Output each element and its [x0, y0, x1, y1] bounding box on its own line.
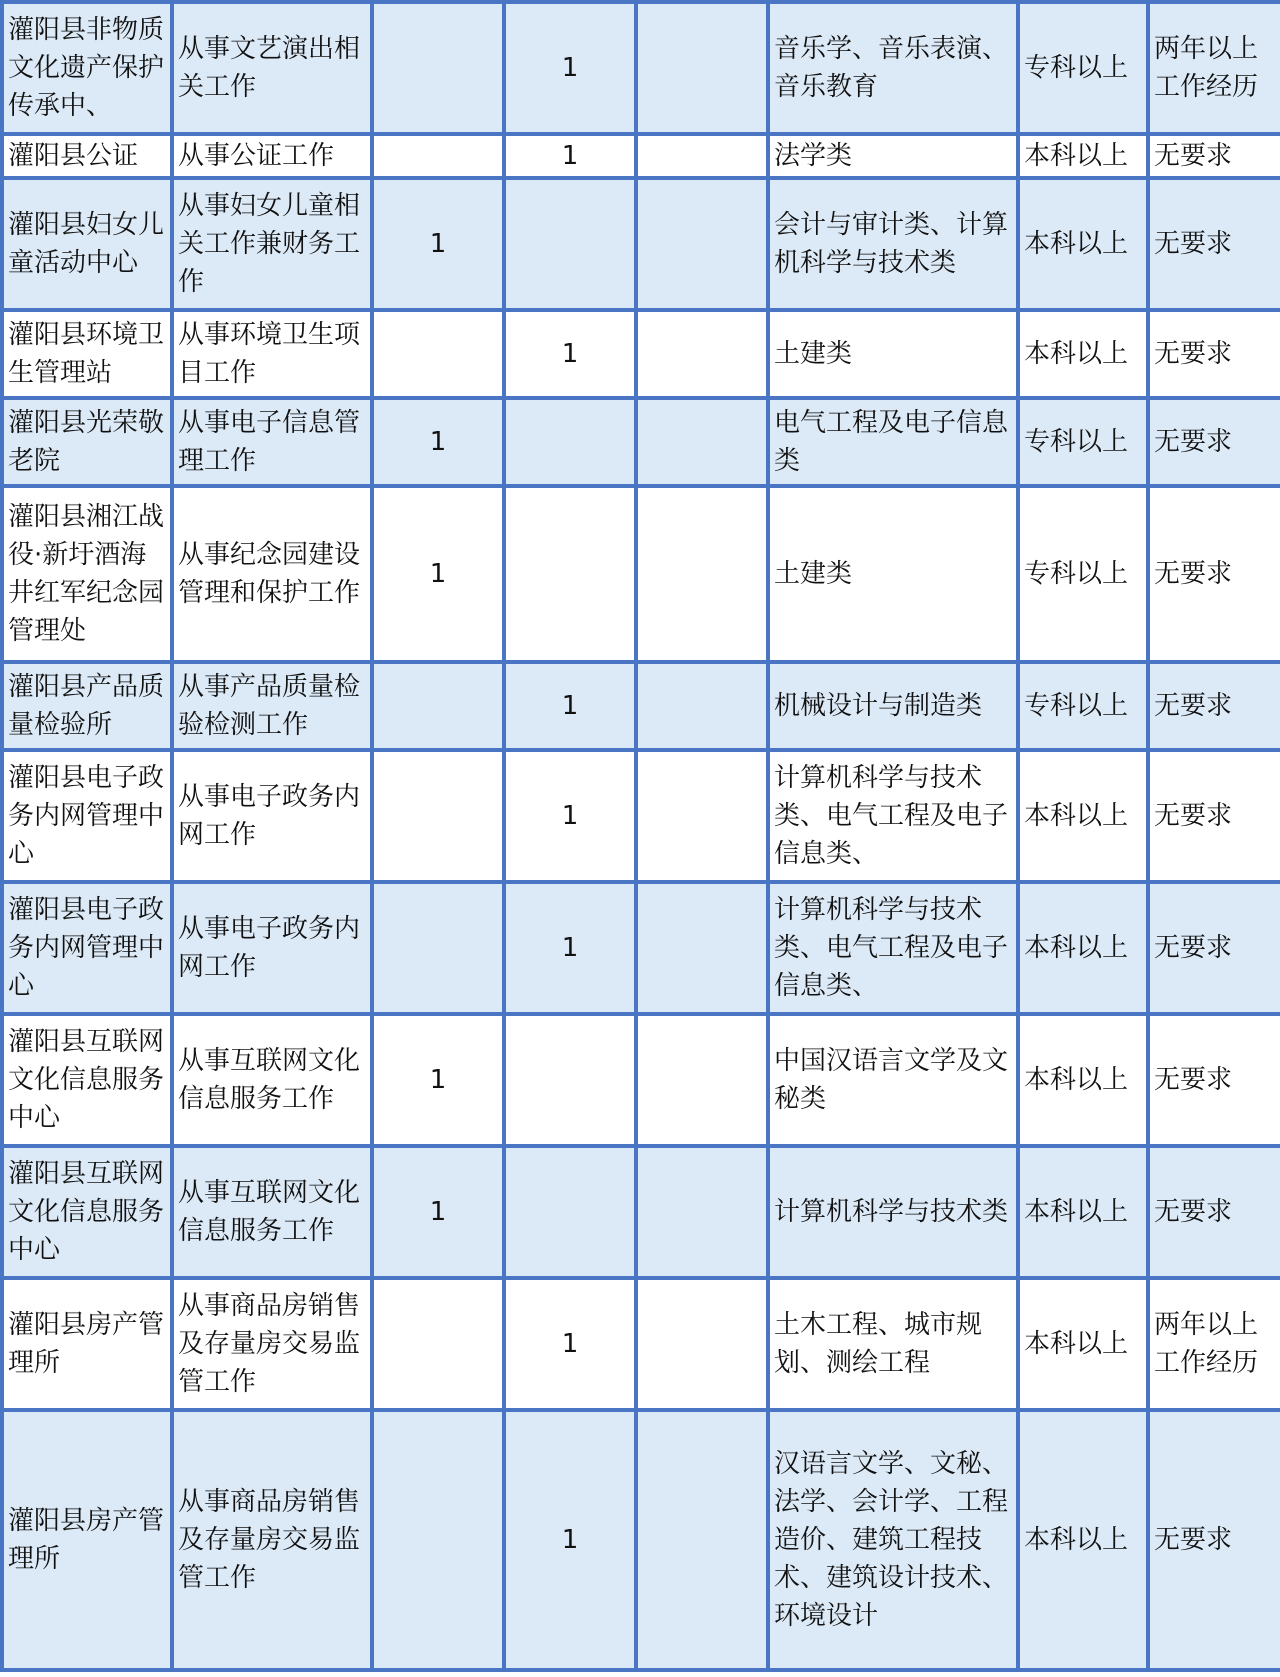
- unit-cell: 灌阳县互联网文化信息服务中心: [2, 1014, 172, 1146]
- major-cell: 土木工程、城市规划、测绘工程: [768, 1278, 1018, 1410]
- table-row: [2, 134, 1280, 178]
- quota-cell-2: [504, 1014, 636, 1146]
- duty-cell: 从事商品房销售及存量房交易监管工作: [172, 1278, 372, 1410]
- major-cell: 汉语言文学、文秘、法学、会计学、工程造价、建筑工程技术、建筑设计技术、环境设计: [768, 1410, 1018, 1670]
- major-cell: 计算机科学与技术类: [768, 1146, 1018, 1278]
- quota-cell-1: [372, 2, 504, 134]
- education-cell: 本科以上: [1018, 134, 1148, 178]
- quota-cell-3: [636, 1278, 768, 1410]
- quota-cell-3: [636, 134, 768, 178]
- duty-cell: 从事妇女儿童相关工作兼财务工作: [172, 178, 372, 310]
- quota-cell-1: 1: [372, 398, 504, 486]
- quota-cell-3: [636, 2, 768, 134]
- table-row: [2, 398, 1280, 486]
- unit-cell: 灌阳县电子政务内网管理中心: [2, 882, 172, 1014]
- quota-cell-1: [372, 134, 504, 178]
- experience-cell: 两年以上工作经历: [1148, 1278, 1280, 1410]
- quota-cell-3: [636, 486, 768, 662]
- education-cell: 专科以上: [1018, 398, 1148, 486]
- experience-cell: 无要求: [1148, 882, 1280, 1014]
- quota-cell-1: 1: [372, 178, 504, 310]
- quota-cell-2: 1: [504, 310, 636, 398]
- experience-cell: 无要求: [1148, 662, 1280, 750]
- quota-cell-2: [504, 398, 636, 486]
- table-row: [2, 310, 1280, 398]
- quota-cell-3: [636, 310, 768, 398]
- unit-cell: 灌阳县互联网文化信息服务中心: [2, 1146, 172, 1278]
- quota-cell-3: [636, 662, 768, 750]
- quota-cell-2: 1: [504, 134, 636, 178]
- major-cell: 计算机科学与技术类、电气工程及电子信息类、: [768, 882, 1018, 1014]
- duty-cell: 从事电子政务内网工作: [172, 882, 372, 1014]
- unit-cell: 灌阳县产品质量检验所: [2, 662, 172, 750]
- experience-cell: 无要求: [1148, 134, 1280, 178]
- quota-cell-1: 1: [372, 1146, 504, 1278]
- quota-cell-1: [372, 882, 504, 1014]
- quota-cell-1: [372, 1278, 504, 1410]
- quota-cell-2: 1: [504, 882, 636, 1014]
- major-cell: 土建类: [768, 310, 1018, 398]
- education-cell: 本科以上: [1018, 882, 1148, 1014]
- quota-cell-2: 1: [504, 750, 636, 882]
- education-cell: 本科以上: [1018, 750, 1148, 882]
- quota-cell-1: 1: [372, 486, 504, 662]
- experience-cell: 无要求: [1148, 1146, 1280, 1278]
- table-row: [2, 882, 1280, 1014]
- education-cell: 本科以上: [1018, 310, 1148, 398]
- quota-cell-1: [372, 1410, 504, 1670]
- quota-cell-2: 1: [504, 1410, 636, 1670]
- education-cell: 专科以上: [1018, 662, 1148, 750]
- unit-cell: 灌阳县房产管理所: [2, 1410, 172, 1670]
- quota-cell-1: 1: [372, 1014, 504, 1146]
- unit-cell: 灌阳县环境卫生管理站: [2, 310, 172, 398]
- quota-cell-2: 1: [504, 2, 636, 134]
- table-row: [2, 486, 1280, 662]
- experience-cell: 两年以上工作经历: [1148, 2, 1280, 134]
- quota-cell-3: [636, 882, 768, 1014]
- major-cell: 会计与审计类、计算机科学与技术类: [768, 178, 1018, 310]
- quota-cell-3: [636, 398, 768, 486]
- education-cell: 本科以上: [1018, 1014, 1148, 1146]
- duty-cell: 从事电子政务内网工作: [172, 750, 372, 882]
- duty-cell: 从事电子信息管理工作: [172, 398, 372, 486]
- duty-cell: 从事公证工作: [172, 134, 372, 178]
- unit-cell: 灌阳县电子政务内网管理中心: [2, 750, 172, 882]
- duty-cell: 从事商品房销售及存量房交易监管工作: [172, 1410, 372, 1670]
- quota-cell-3: [636, 1014, 768, 1146]
- major-cell: 音乐学、音乐表演、音乐教育: [768, 2, 1018, 134]
- duty-cell: 从事产品质量检验检测工作: [172, 662, 372, 750]
- quota-cell-3: [636, 1410, 768, 1670]
- table-row: [2, 662, 1280, 750]
- education-cell: 本科以上: [1018, 1278, 1148, 1410]
- major-cell: 法学类: [768, 134, 1018, 178]
- table-row: [2, 1410, 1280, 1670]
- experience-cell: 无要求: [1148, 486, 1280, 662]
- unit-cell: 灌阳县湘江战役·新圩酒海井红军纪念园管理处: [2, 486, 172, 662]
- duty-cell: 从事文艺演出相关工作: [172, 2, 372, 134]
- experience-cell: 无要求: [1148, 1410, 1280, 1670]
- quota-cell-3: [636, 178, 768, 310]
- unit-cell: 灌阳县非物质文化遗产保护传承中、: [2, 2, 172, 134]
- major-cell: 机械设计与制造类: [768, 662, 1018, 750]
- major-cell: 计算机科学与技术类、电气工程及电子信息类、: [768, 750, 1018, 882]
- quota-cell-2: [504, 1146, 636, 1278]
- quota-cell-2: [504, 178, 636, 310]
- education-cell: 本科以上: [1018, 178, 1148, 310]
- experience-cell: 无要求: [1148, 178, 1280, 310]
- duty-cell: 从事互联网文化信息服务工作: [172, 1146, 372, 1278]
- major-cell: 土建类: [768, 486, 1018, 662]
- table-row: [2, 2, 1280, 134]
- quota-cell-2: 1: [504, 1278, 636, 1410]
- education-cell: 专科以上: [1018, 2, 1148, 134]
- table-row: [2, 178, 1280, 310]
- table-row: [2, 1014, 1280, 1146]
- education-cell: 专科以上: [1018, 486, 1148, 662]
- experience-cell: 无要求: [1148, 750, 1280, 882]
- experience-cell: 无要求: [1148, 310, 1280, 398]
- unit-cell: 灌阳县公证: [2, 134, 172, 178]
- table-row: [2, 1146, 1280, 1278]
- education-cell: 本科以上: [1018, 1146, 1148, 1278]
- experience-cell: 无要求: [1148, 398, 1280, 486]
- major-cell: 中国汉语言文学及文秘类: [768, 1014, 1018, 1146]
- duty-cell: 从事互联网文化信息服务工作: [172, 1014, 372, 1146]
- quota-cell-1: [372, 310, 504, 398]
- duty-cell: 从事纪念园建设管理和保护工作: [172, 486, 372, 662]
- quota-cell-2: 1: [504, 662, 636, 750]
- quota-cell-1: [372, 750, 504, 882]
- unit-cell: 灌阳县房产管理所: [2, 1278, 172, 1410]
- unit-cell: 灌阳县妇女儿童活动中心: [2, 178, 172, 310]
- quota-cell-3: [636, 1146, 768, 1278]
- major-cell: 电气工程及电子信息类: [768, 398, 1018, 486]
- quota-cell-3: [636, 750, 768, 882]
- table-row: [2, 1278, 1280, 1410]
- education-cell: 本科以上: [1018, 1410, 1148, 1670]
- unit-cell: 灌阳县光荣敬老院: [2, 398, 172, 486]
- quota-cell-1: [372, 662, 504, 750]
- experience-cell: 无要求: [1148, 1014, 1280, 1146]
- table-row: [2, 750, 1280, 882]
- quota-cell-2: [504, 486, 636, 662]
- duty-cell: 从事环境卫生项目工作: [172, 310, 372, 398]
